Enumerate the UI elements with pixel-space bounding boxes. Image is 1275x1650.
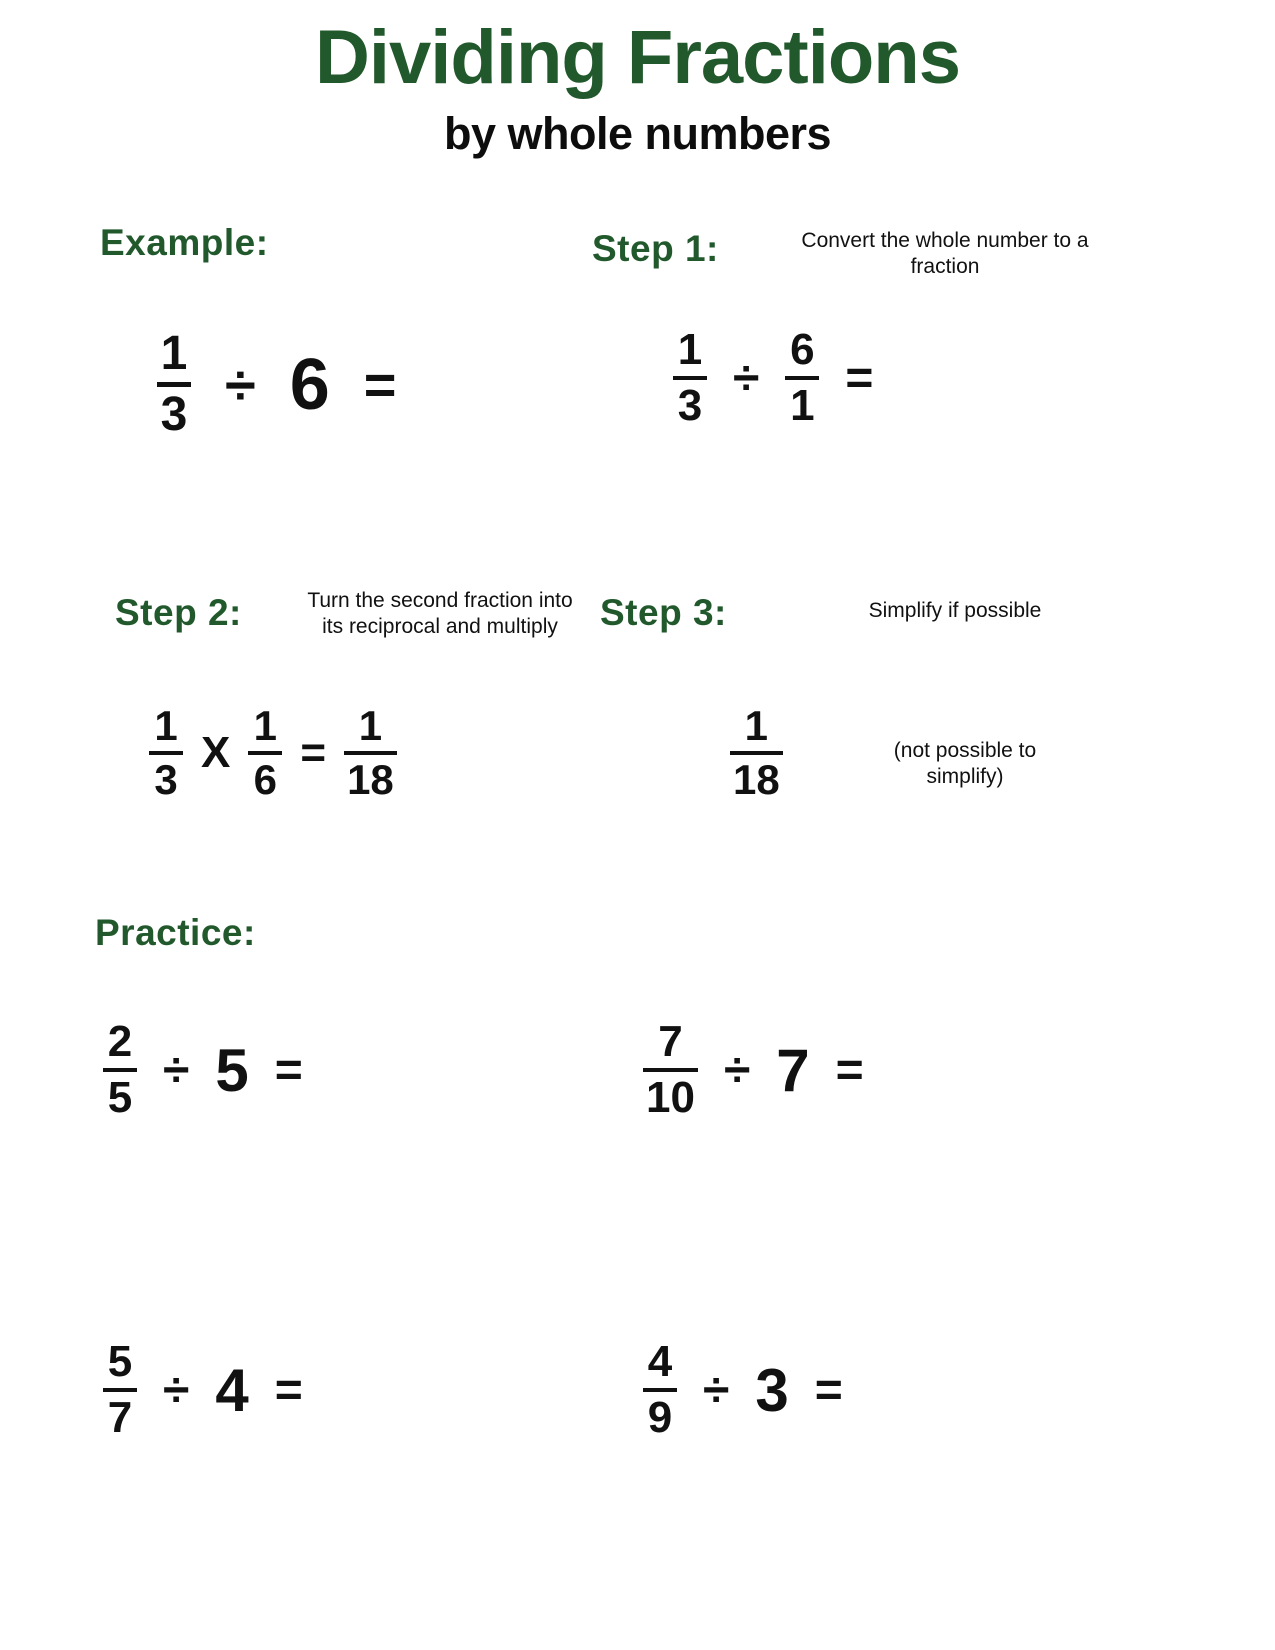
example-equals-sign: = bbox=[363, 353, 397, 416]
step1-equals-sign: = bbox=[845, 351, 874, 405]
fraction-bar bbox=[643, 1068, 698, 1072]
example-heading: Example: bbox=[100, 222, 269, 263]
step1-heading: Step 1: bbox=[592, 228, 719, 269]
practice-divide-operator-3: ÷ bbox=[163, 1363, 190, 1417]
step1-note: Convert the whole number to a fraction bbox=[801, 229, 1089, 278]
page-title: Dividing Fractions bbox=[315, 15, 960, 100]
practice-equals-sign-4: = bbox=[814, 1363, 843, 1417]
step1-fraction-1: $\frac{1}{3}$ bbox=[673, 328, 707, 428]
step2-multiply-operator: X bbox=[201, 728, 231, 777]
step3-fraction-1: $\frac{1}{18}$ bbox=[730, 705, 783, 801]
practice-problem-1 bbox=[90, 1017, 316, 1122]
step2-note: Turn the second fraction into its reciprocal and multiply bbox=[307, 589, 573, 638]
step2-result-fraction: $\frac{1}{18}$ bbox=[344, 705, 397, 801]
step2-expression bbox=[140, 702, 406, 803]
practice-fraction-2: $\frac{7}{10}$ bbox=[643, 1020, 698, 1120]
fraction-bar bbox=[149, 751, 183, 755]
step2-equals-sign: = bbox=[300, 728, 327, 777]
practice-fraction-1: $\frac{2}{5}$ bbox=[103, 1020, 137, 1120]
fraction-bar bbox=[103, 1068, 137, 1072]
practice-whole-number-4: 3 bbox=[755, 1356, 789, 1424]
fraction-bar bbox=[103, 1388, 137, 1392]
practice-heading: Practice: bbox=[95, 912, 256, 953]
fraction-bar bbox=[730, 751, 783, 755]
fraction-bar bbox=[785, 376, 819, 380]
example-divide-operator: ÷ bbox=[225, 353, 256, 416]
practice-equals-sign-1: = bbox=[274, 1043, 303, 1097]
example-fraction-1: 1 3 bbox=[157, 330, 191, 439]
example-expression bbox=[140, 327, 413, 441]
step3-note: Simplify if possible bbox=[868, 599, 1042, 622]
step2-fraction-1: $\frac{1}{3}$ bbox=[149, 705, 183, 801]
fraction-bar bbox=[643, 1388, 677, 1392]
practice-divide-operator-1: ÷ bbox=[163, 1043, 190, 1097]
step2-fraction-2: $\frac{1}{6}$ bbox=[248, 705, 282, 801]
practice-fraction-4: $\frac{4}{9}$ bbox=[643, 1340, 677, 1440]
step3-side-note: (not possible to simplify) bbox=[893, 739, 1037, 788]
practice-problem-2 bbox=[630, 1017, 877, 1122]
practice-divide-operator-2: ÷ bbox=[723, 1043, 751, 1097]
fraction-bar bbox=[673, 376, 707, 380]
practice-whole-number-1: 5 bbox=[215, 1036, 249, 1104]
practice-whole-number-2: 7 bbox=[776, 1036, 810, 1104]
fraction-bar bbox=[344, 751, 397, 755]
practice-whole-number-3: 4 bbox=[215, 1356, 249, 1424]
practice-equals-sign-2: = bbox=[835, 1043, 864, 1097]
practice-equals-sign-3: = bbox=[274, 1363, 303, 1417]
step3-heading: Step 3: bbox=[600, 592, 727, 633]
fraction-bar bbox=[248, 751, 282, 755]
example-whole-number: 6 bbox=[289, 344, 330, 425]
step3-expression bbox=[730, 702, 783, 803]
step1-expression bbox=[660, 325, 886, 430]
step1-fraction-2: $\frac{6}{1}$ bbox=[785, 328, 819, 428]
practice-problem-3 bbox=[90, 1337, 316, 1442]
practice-problem-4 bbox=[630, 1337, 856, 1442]
page-subtitle: by whole numbers bbox=[443, 108, 832, 159]
practice-divide-operator-4: ÷ bbox=[703, 1363, 730, 1417]
step1-divide-operator: ÷ bbox=[733, 351, 760, 405]
practice-fraction-3: $\frac{5}{7}$ bbox=[103, 1340, 137, 1440]
fraction-bar bbox=[157, 382, 191, 387]
step2-heading: Step 2: bbox=[115, 592, 242, 633]
